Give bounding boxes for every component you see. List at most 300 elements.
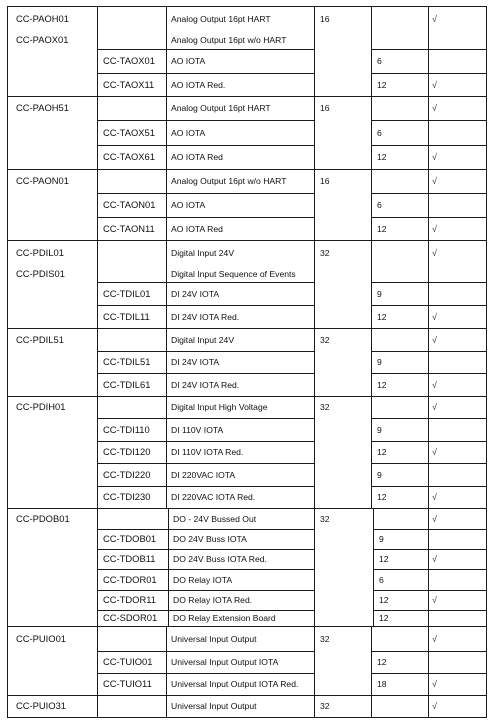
table-row-divider: [97, 373, 314, 374]
table-col-divider: [371, 305, 372, 328]
table-col-divider: [166, 120, 167, 145]
table-col-divider: [314, 626, 315, 651]
table-row-divider: [97, 463, 314, 464]
redundancy-check: √: [432, 402, 437, 412]
table-col-divider: [428, 396, 429, 418]
table-col-divider: [314, 193, 315, 217]
table-col-divider: [314, 695, 315, 717]
table-col-divider: [166, 396, 167, 418]
table-col-divider: [371, 626, 372, 651]
table-col-divider: [314, 49, 315, 73]
slot-width: 12: [377, 657, 387, 667]
slot-width: 9: [377, 424, 382, 435]
table-col-divider: [97, 96, 98, 120]
table-row-divider: [97, 529, 314, 530]
table-col-divider: [97, 305, 98, 328]
table-col-divider: [373, 508, 374, 529]
description: DI 24V IOTA Red.: [171, 311, 240, 322]
iota-code: CC-TDI120: [103, 446, 151, 457]
slot-width: 12: [377, 379, 387, 390]
table-row-divider: [97, 441, 314, 442]
iota-code: CC-TAOX61: [103, 151, 155, 162]
table-row-divider: [373, 590, 487, 591]
description: DI 24V IOTA: [171, 357, 220, 367]
table-col-divider: [314, 282, 315, 305]
table-col-divider: [371, 193, 372, 217]
slot-width: 12: [377, 447, 387, 457]
slot-width: 12: [379, 595, 389, 605]
points-count: 32: [320, 248, 330, 258]
table-col-divider: [97, 240, 98, 282]
table-col-divider: [97, 351, 98, 373]
table-row-divider: [371, 673, 487, 674]
points-count: 32: [320, 334, 330, 345]
table-col-divider: [428, 328, 429, 351]
table-row-divider: [97, 193, 314, 194]
table-col-divider: [314, 6, 315, 49]
table-col-divider: [314, 120, 315, 145]
iota-code: CC-TDI220: [103, 468, 151, 480]
table-col-divider: [314, 441, 315, 463]
table-col-divider: [168, 610, 169, 626]
table-col-divider: [371, 145, 372, 169]
table-col-divider: [428, 240, 429, 282]
module-code: CC-PDIL01: [16, 247, 64, 258]
table-col-divider: [371, 6, 372, 49]
table-col-divider: [373, 590, 374, 610]
iota-code: CC-TDOR11: [103, 594, 156, 605]
table-col-divider: [428, 282, 429, 305]
table-col-divider: [166, 651, 167, 673]
table-col-divider: [166, 6, 167, 49]
module-code: CC-PUIO31: [16, 700, 67, 711]
table-col-divider: [428, 373, 429, 396]
slot-width: 12: [377, 79, 387, 90]
table-col-divider: [166, 145, 167, 169]
table-col-divider: [314, 305, 315, 328]
table-col-divider: [371, 328, 372, 351]
slot-width: 6: [377, 200, 382, 210]
table-col-divider: [166, 305, 167, 328]
table-col-divider: [428, 441, 429, 463]
table-col-divider: [168, 590, 169, 610]
table-col-divider: [371, 169, 372, 193]
table-row-divider: [371, 49, 487, 50]
table-col-divider: [428, 610, 429, 626]
slot-width: 6: [377, 56, 382, 66]
points-count: 16: [320, 176, 330, 186]
table-col-divider: [428, 6, 429, 49]
redundancy-check: √: [432, 513, 437, 524]
table-col-divider: [166, 328, 167, 351]
table-col-divider: [166, 282, 167, 305]
table-col-divider: [314, 651, 315, 673]
table-col-divider: [97, 486, 98, 508]
iota-code: CC-TDIL01: [103, 287, 151, 299]
table-row-divider: [371, 193, 487, 194]
table-col-divider: [314, 169, 315, 193]
redundancy-check: √: [432, 223, 437, 234]
slot-width: 9: [377, 357, 382, 367]
iota-code: CC-TAOX11: [103, 78, 155, 90]
table-col-divider: [166, 351, 167, 373]
table-col-divider: [166, 169, 167, 193]
redundancy-check: √: [432, 311, 437, 322]
slot-width: 12: [377, 311, 387, 322]
description: AO IOTA Red: [171, 152, 223, 162]
table-col-divider: [314, 463, 315, 486]
iota-code: CC-TDOB01: [103, 533, 157, 544]
table-col-divider: [371, 73, 372, 96]
table-row-divider: [97, 590, 314, 591]
iota-code: CC-SDOR01: [103, 612, 158, 623]
table-col-divider: [428, 120, 429, 145]
table-row-divider: [7, 328, 487, 329]
table-col-divider: [97, 610, 98, 626]
iota-code: CC-TUIO01: [103, 656, 153, 667]
table-col-divider: [97, 569, 98, 590]
description: Digital Input Sequence of Events: [171, 269, 296, 279]
table-col-divider: [428, 49, 429, 73]
description: DO 24V Buss IOTA: [173, 534, 247, 544]
table-row-divider: [371, 418, 487, 419]
table-row-divider: [97, 351, 314, 352]
table-col-divider: [428, 695, 429, 717]
slot-width: 18: [377, 679, 387, 689]
table-col-divider: [314, 96, 315, 120]
table-col-divider: [97, 73, 98, 96]
table-row-divider: [97, 120, 314, 121]
table-col-divider: [428, 351, 429, 373]
table-col-divider: [373, 529, 374, 549]
table-row-divider: [371, 486, 487, 487]
table-col-divider: [97, 49, 98, 73]
table-col-divider: [428, 590, 429, 610]
table-row-divider: [97, 418, 314, 419]
table-col-divider: [314, 145, 315, 169]
iota-code: CC-TDIL61: [103, 378, 151, 390]
table-col-divider: [428, 305, 429, 328]
table-row-divider: [373, 569, 487, 570]
table-col-divider: [314, 328, 315, 351]
table-col-divider: [314, 569, 315, 590]
iota-code: CC-TDI230: [103, 491, 151, 502]
table-col-divider: [373, 549, 374, 569]
table-col-divider: [373, 610, 374, 626]
points-count: 32: [320, 513, 330, 524]
description: Analog Output 16pt HART: [171, 103, 271, 113]
table-row-divider: [97, 651, 314, 652]
table-col-divider: [166, 486, 167, 508]
table-col-divider: [371, 373, 372, 396]
table-row-divider: [97, 217, 314, 218]
table-col-divider: [428, 569, 429, 590]
table-row-divider: [371, 73, 487, 74]
redundancy-check: √: [432, 379, 437, 390]
redundancy-check: √: [432, 701, 437, 711]
table-col-divider: [428, 145, 429, 169]
description: DI 220VAC IOTA: [171, 469, 236, 480]
slot-width: 9: [377, 288, 382, 299]
table-row-divider: [371, 282, 487, 283]
iota-code: CC-TDI110: [103, 423, 150, 435]
description: AO IOTA: [171, 127, 206, 138]
redundancy-check: √: [432, 248, 437, 258]
table-col-divider: [166, 96, 167, 120]
table-col-divider: [166, 418, 167, 441]
redundancy-check: √: [432, 595, 437, 605]
table-col-divider: [97, 282, 98, 305]
redundancy-check: √: [432, 679, 437, 689]
table-row-divider: [7, 717, 487, 718]
table-row-divider: [97, 549, 314, 550]
iota-code: CC-TDIL11: [103, 310, 150, 322]
table-col-divider: [168, 529, 169, 549]
slot-width: 6: [379, 574, 384, 585]
table-row-divider: [7, 396, 487, 397]
slot-width: 12: [379, 554, 389, 564]
module-code: CC-PDIS01: [16, 268, 65, 279]
table-row-divider: [97, 305, 314, 306]
table-col-divider: [314, 418, 315, 441]
table-row-divider: [97, 73, 314, 74]
description: DI 110V IOTA Red.: [171, 447, 244, 457]
description: DI 24V IOTA Red.: [171, 379, 240, 390]
table-row-divider: [373, 610, 487, 611]
table-col-divider: [314, 396, 315, 418]
table-col-divider: [371, 396, 372, 418]
table-col-divider: [97, 626, 98, 651]
redundancy-check: √: [432, 176, 437, 186]
module-code: CC-PUIO01: [16, 632, 67, 644]
table-row-divider: [7, 695, 487, 696]
description: Universal Input Output IOTA Red.: [171, 679, 299, 689]
table-col-divider: [97, 169, 98, 193]
table-col-divider: [166, 193, 167, 217]
redundancy-check: √: [432, 334, 437, 345]
slot-width: 12: [379, 613, 389, 623]
description: DO 24V Buss IOTA Red.: [173, 554, 267, 564]
description: Digital Input 24V: [171, 334, 235, 345]
table-col-divider: [97, 529, 98, 549]
slot-width: 9: [379, 534, 384, 544]
table-col-divider: [314, 73, 315, 96]
module-code: CC-PDIL51: [16, 333, 64, 345]
table-col-divider: [97, 441, 98, 463]
description: Analog Output 16pt HART: [171, 14, 271, 24]
table-row-divider: [371, 120, 487, 121]
slot-width: 12: [377, 223, 387, 234]
table-col-divider: [428, 418, 429, 441]
redundancy-check: √: [432, 152, 437, 162]
module-code: CC-PAOH51: [16, 102, 69, 113]
table-col-divider: [428, 549, 429, 569]
table-row-divider: [7, 508, 487, 509]
table-col-divider: [314, 240, 315, 282]
table-col-divider: [314, 217, 315, 240]
slot-width: 12: [377, 492, 387, 502]
table-row-divider: [97, 145, 314, 146]
table-col-divider: [168, 569, 169, 590]
points-count: 16: [320, 103, 330, 113]
redundancy-check: √: [432, 79, 437, 90]
table-col-divider: [371, 673, 372, 695]
table-row-divider: [371, 305, 487, 306]
table-row-divider: [97, 569, 314, 570]
table-row-divider: [371, 145, 487, 146]
redundancy-check: √: [432, 554, 437, 564]
redundancy-check: √: [432, 103, 437, 113]
table-col-divider: [428, 651, 429, 673]
description: DI 110V IOTA: [171, 424, 224, 435]
table-col-divider: [371, 282, 372, 305]
module-code: CC-PDIH01: [16, 401, 66, 412]
table-col-divider: [166, 73, 167, 96]
table-col-divider: [166, 626, 167, 651]
iota-code: CC-TAON01: [103, 199, 156, 210]
iota-code: CC-TDOR01: [103, 573, 157, 585]
description: Universal Input Output IOTA: [171, 657, 279, 667]
table-col-divider: [97, 651, 98, 673]
description: DO Relay IOTA: [173, 574, 233, 585]
description: DO Relay IOTA Red.: [173, 595, 253, 605]
table-col-divider: [371, 240, 372, 282]
table-row-divider: [97, 673, 314, 674]
points-count: 32: [320, 402, 330, 412]
table-col-divider: [371, 351, 372, 373]
table-col-divider: [166, 49, 167, 73]
points-count: 32: [320, 633, 330, 644]
table-row-divider: [7, 169, 487, 170]
redundancy-check: √: [432, 492, 437, 502]
table-row-divider: [7, 6, 487, 7]
description: Digital Input High Voltage: [171, 402, 268, 412]
table-col-divider: [314, 590, 315, 610]
table-col-divider: [97, 695, 98, 717]
table-col-divider: [97, 145, 98, 169]
table-col-divider: [97, 396, 98, 418]
table-row-divider: [97, 486, 314, 487]
points-count: 32: [320, 701, 330, 711]
table-col-divider: [166, 240, 167, 282]
table-col-divider: [371, 217, 372, 240]
table-col-divider: [371, 651, 372, 673]
table-col-divider: [371, 695, 372, 717]
description: AO IOTA: [171, 56, 206, 66]
module-code: CC-PAOH01: [16, 13, 69, 24]
table-row-divider: [7, 240, 487, 241]
redundancy-check: √: [432, 14, 437, 24]
iota-code: CC-TUIO11: [103, 678, 152, 689]
table-col-divider: [97, 6, 98, 49]
table-row-divider: [371, 351, 487, 352]
iota-code: CC-TAON11: [103, 222, 155, 234]
table-row-divider: [371, 373, 487, 374]
table-col-divider: [314, 529, 315, 549]
table-col-divider: [428, 486, 429, 508]
table-col-divider: [97, 549, 98, 569]
table-col-divider: [428, 73, 429, 96]
table-col-divider: [428, 217, 429, 240]
iota-code: CC-TDIL51: [103, 356, 151, 367]
table-col-divider: [371, 441, 372, 463]
table-col-divider: [314, 351, 315, 373]
table-col-divider: [166, 373, 167, 396]
iota-code: CC-TDOB11: [103, 553, 156, 564]
table-row-divider: [97, 610, 314, 611]
table-col-divider: [371, 120, 372, 145]
table-col-divider: [166, 441, 167, 463]
table-col-divider: [97, 120, 98, 145]
description: DI 24V IOTA: [171, 288, 220, 299]
description: Universal Input Output: [171, 633, 257, 644]
table-col-divider: [314, 508, 315, 529]
table-col-divider: [428, 193, 429, 217]
description: AO IOTA: [171, 200, 206, 210]
description: AO IOTA Red: [171, 223, 223, 234]
table-col-divider: [314, 549, 315, 569]
table-col-divider: [97, 373, 98, 396]
table-row-divider: [373, 549, 487, 550]
table-row-divider: [97, 49, 314, 50]
redundancy-check: √: [432, 447, 437, 457]
description: DO - 24V Bussed Out: [173, 513, 257, 524]
table-col-divider: [97, 217, 98, 240]
table-col-divider: [168, 549, 169, 569]
table-row-divider: [97, 282, 314, 283]
slot-width: 6: [377, 127, 382, 138]
description: Digital Input 24V: [171, 248, 235, 258]
table-col-divider: [428, 626, 429, 651]
table-row-divider: [7, 626, 487, 627]
table-col-divider: [97, 328, 98, 351]
description: DI 220VAC IOTA Red.: [171, 492, 256, 502]
table-col-divider: [97, 508, 98, 529]
table-col-divider: [314, 673, 315, 695]
points-count: 16: [320, 14, 330, 24]
description: Analog Output 16pt w/o HART: [171, 35, 287, 45]
table-col-divider: [373, 569, 374, 590]
module-code: CC-PAON01: [16, 175, 69, 186]
table-col-divider: [97, 193, 98, 217]
table-col-divider: [166, 673, 167, 695]
table-border-left: [7, 6, 8, 717]
table-col-divider: [166, 695, 167, 717]
table-row-divider: [7, 96, 487, 97]
table-col-divider: [428, 529, 429, 549]
module-code: CC-PAOX01: [16, 34, 69, 45]
table-col-divider: [428, 508, 429, 529]
table-col-divider: [428, 463, 429, 486]
description: DO Relay Extension Board: [173, 613, 276, 623]
iota-code: CC-TAOX51: [103, 126, 155, 138]
description: Universal Input Output: [171, 701, 257, 711]
table-col-divider: [166, 463, 167, 486]
table-col-divider: [428, 169, 429, 193]
description: Analog Output 16pt w/o HART: [171, 176, 287, 186]
table-col-divider: [97, 463, 98, 486]
table-col-divider: [97, 418, 98, 441]
table-row-divider: [371, 441, 487, 442]
table-row-divider: [373, 529, 487, 530]
table-col-divider: [314, 486, 315, 508]
table-col-divider: [166, 217, 167, 240]
slot-width: 12: [377, 152, 387, 162]
description: AO IOTA Red.: [171, 79, 226, 90]
table-col-divider: [314, 373, 315, 396]
table-row-divider: [371, 217, 487, 218]
table-col-divider: [168, 508, 169, 529]
